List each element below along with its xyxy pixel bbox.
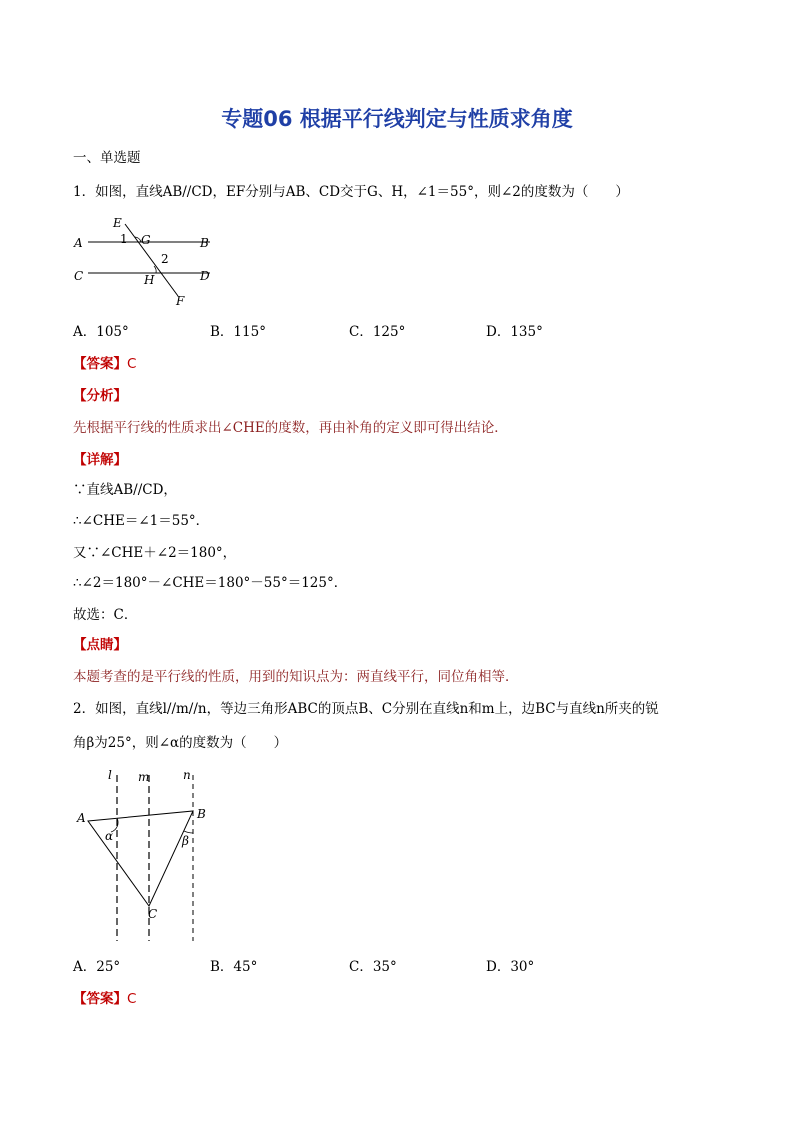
label-b: B bbox=[197, 807, 206, 821]
answer-tag: 【答案】 bbox=[73, 991, 127, 1007]
q2-answer bbox=[73, 987, 136, 1007]
label-b: B bbox=[200, 236, 209, 250]
label-n: n bbox=[183, 768, 191, 782]
q1-comment: 本题考查的是平行线的性质，用到的知识点为：两直线平行，同位角相等． bbox=[73, 669, 519, 685]
label-e: E bbox=[113, 216, 122, 230]
angle-beta-arc bbox=[184, 831, 193, 833]
label-a: A bbox=[77, 811, 86, 825]
angle-2-arc bbox=[154, 266, 156, 273]
q2-option-d: D．30° bbox=[486, 959, 535, 975]
q1-analysis-tag: 【分析】 bbox=[73, 388, 127, 404]
label-m: m bbox=[138, 770, 150, 784]
label-a: A bbox=[74, 236, 83, 250]
answer-value: C bbox=[127, 356, 137, 372]
label-c: C bbox=[74, 269, 84, 283]
q1-detail-tag: 【详解】 bbox=[73, 452, 127, 468]
q2-option-a: A．25° bbox=[73, 959, 121, 975]
q1-answer bbox=[73, 352, 136, 372]
label-d: D bbox=[200, 269, 210, 283]
answer-tag: 【答案】 bbox=[73, 356, 127, 372]
section-heading: 一、单选题 bbox=[73, 150, 141, 166]
q1-option-c: C．125° bbox=[349, 324, 406, 340]
q1-detail-line: ∴∠CHE＝∠1＝55°． bbox=[73, 513, 210, 529]
triangle-abc bbox=[88, 811, 193, 906]
q1-detail-line: ∴∠2＝180°－∠CHE＝180°－55°＝125°． bbox=[73, 575, 348, 591]
q1-detail-line: ∵直线AB//CD， bbox=[73, 482, 177, 498]
label-c: C bbox=[148, 907, 158, 921]
label-l: l bbox=[108, 768, 112, 782]
q2-figure bbox=[75, 765, 215, 945]
q2-option-c: C．35° bbox=[349, 959, 397, 975]
page-title: 专题06 根据平行线判定与性质求角度 bbox=[221, 107, 573, 131]
answer-value: C bbox=[127, 991, 137, 1007]
label-angle-1: 1 bbox=[120, 232, 128, 246]
q1-detail-line: 又∵∠CHE＋∠2＝180°， bbox=[73, 545, 237, 561]
q1-option-b: B．115° bbox=[210, 324, 266, 340]
q1-option-a: A．105° bbox=[73, 324, 129, 340]
q2-stem-line1: 2．如图，直线l//m//n，等边三角形ABC的顶点B、C分别在直线n和m上，边BC与直线n所夹的锐 bbox=[73, 701, 659, 717]
label-h: H bbox=[144, 273, 155, 287]
label-g: G bbox=[141, 233, 151, 247]
label-alpha: α bbox=[105, 829, 114, 843]
q2-stem-line2: 角β为25°，则∠α的度数为（ ） bbox=[73, 735, 288, 751]
label-f: F bbox=[176, 294, 185, 308]
q2-option-b: B．45° bbox=[210, 959, 258, 975]
q1-option-d: D．135° bbox=[486, 324, 543, 340]
q1-detail-line: 故选：C． bbox=[73, 607, 138, 623]
q1-analysis: 先根据平行线的性质求出∠CHE的度数，再由补角的定义即可得出结论． bbox=[73, 420, 508, 436]
q1-comment-tag: 【点睛】 bbox=[73, 637, 127, 653]
q1-figure bbox=[70, 210, 220, 310]
label-beta: β bbox=[182, 834, 189, 848]
q1-stem: 1．如图，直线AB//CD，EF分别与AB、CD交于G、H，∠1＝55°，则∠2的度数为（ ） bbox=[73, 184, 629, 200]
label-angle-2: 2 bbox=[161, 252, 169, 266]
